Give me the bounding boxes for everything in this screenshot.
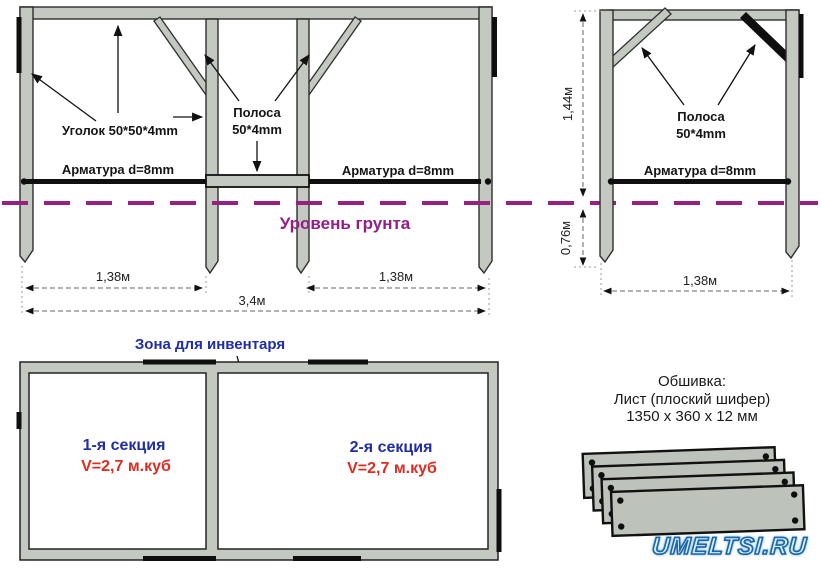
strip-mark-top-left (143, 360, 216, 365)
sheathing-size: 1350 x 360 x 12 мм (626, 408, 758, 425)
section-1-volume: V=2,7 м.куб (81, 458, 171, 475)
front-view (17, 7, 498, 316)
strip-mark-bottom-right (293, 556, 361, 561)
front-strip-label-2: 50*4mm (232, 122, 282, 137)
front-post-right (479, 7, 492, 273)
strip-mark-top-right (308, 360, 368, 365)
strip-mark-right (497, 489, 502, 552)
side-rebar (613, 179, 786, 184)
front-brace-left (154, 17, 212, 95)
dim-total: 3,4м (238, 293, 266, 308)
side-strip-label-1: Полоса (677, 109, 725, 124)
sheet-stack (583, 446, 805, 537)
front-angle-mark-right (492, 17, 497, 77)
rebar-dot (608, 178, 614, 184)
front-brace-right (303, 17, 361, 95)
arrow-line (32, 74, 96, 121)
side-view (558, 8, 804, 297)
front-angle-mark-left (17, 17, 22, 73)
front-strip-bar (206, 175, 309, 187)
sheet (611, 485, 804, 536)
side-post-left (600, 10, 613, 262)
zone-label: Зона для инвентаря (134, 336, 286, 353)
ground-level (2, 203, 818, 233)
strip-mark-left (17, 412, 22, 429)
side-post-right (786, 10, 799, 258)
section-2-name: 2-я секция (349, 439, 433, 456)
section-2-volume: V=2,7 м.куб (347, 460, 437, 477)
front-angle-label: Уголок 50*50*4mm (62, 123, 178, 138)
front-rebar-label-left: Арматура d=8mm (61, 162, 175, 177)
section-1-name: 1-я секция (82, 437, 166, 454)
top-view (17, 336, 502, 561)
rebar-dot (785, 178, 791, 184)
front-top-beam (20, 7, 492, 19)
front-post-mid-left (206, 19, 218, 273)
ground-label: Уровень грунта (279, 214, 411, 233)
rebar-dot (485, 178, 491, 184)
sheathing-material: Лист (плоский шифер) (613, 391, 771, 408)
strip-mark-bottom-left (143, 556, 216, 561)
dim-span-right: 1,38м (378, 269, 414, 284)
side-top-beam (611, 10, 799, 20)
front-post-left (20, 7, 33, 262)
side-rebar-label: Арматура d=8mm (643, 163, 757, 178)
arrow-line (642, 48, 684, 105)
sheathing-title: Обшивка: (657, 373, 727, 390)
front-rebar-left (26, 179, 206, 184)
side-angle-mark (799, 14, 804, 78)
sheathing-note (583, 373, 805, 537)
dim-side-width: 1,38м (682, 273, 718, 288)
umeltsi-logo: UMELTSI.RU (651, 533, 809, 560)
dim-height-below: 0,76м (558, 220, 573, 256)
dim-height-above: 1,44м (560, 86, 575, 122)
front-rebar-label-right: Арматура d=8mm (341, 163, 455, 178)
arrow-line (718, 45, 755, 105)
side-strip-label-2: 50*4mm (676, 126, 726, 141)
dim-span-left: 1,38м (95, 269, 131, 284)
front-rebar-right (309, 179, 481, 184)
front-strip-label-1: Полоса (233, 105, 281, 120)
rebar-dot (21, 178, 27, 184)
